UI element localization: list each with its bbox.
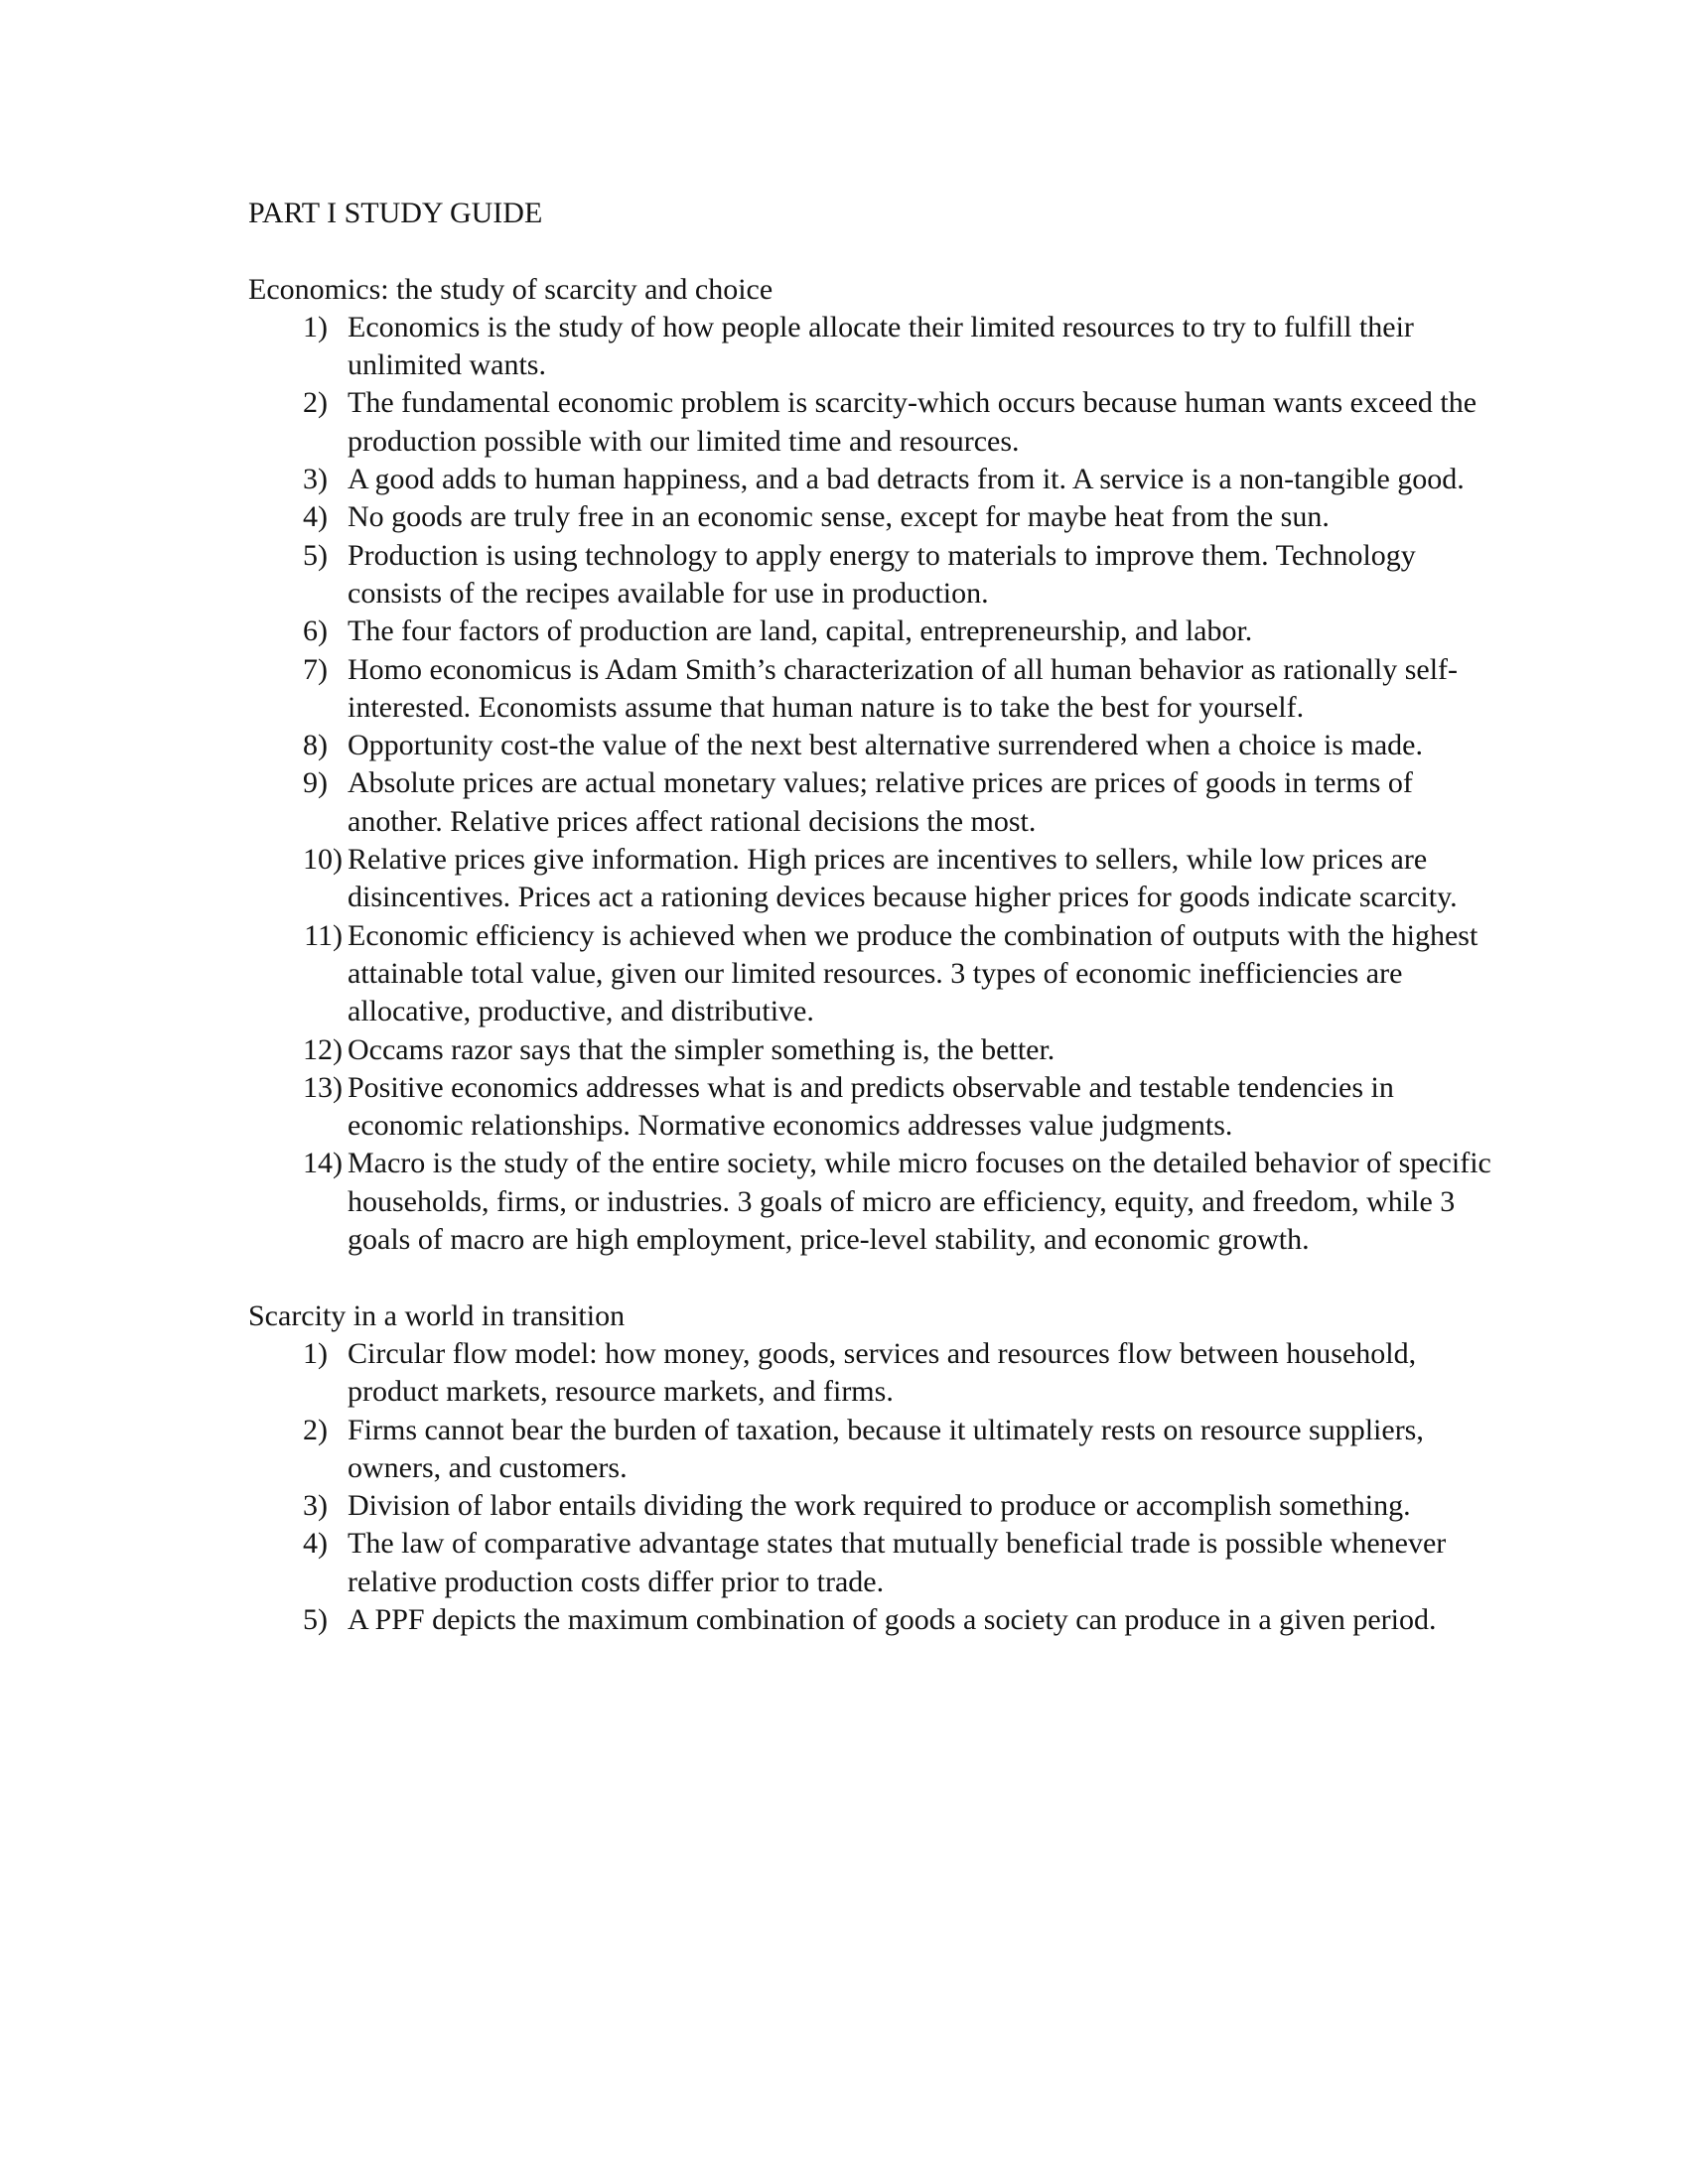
list-item	[248, 727, 1499, 764]
item-number: 5)	[303, 1602, 328, 1636]
item-number: 6)	[303, 614, 328, 648]
list-item	[248, 1412, 1499, 1488]
item-text: Homo economicus is Adam Smith’s characterization of all human behavior as rationally self-interested. Economists assume that human nature is to take the best for yourself.	[348, 652, 1459, 724]
list-item	[248, 1487, 1499, 1525]
item-text: Opportunity cost-the value of the next best alternative surrendered when a choice is made.	[348, 729, 1423, 762]
item-number: 3)	[303, 1489, 328, 1523]
section-economics	[248, 271, 1499, 1260]
list-item	[248, 537, 1499, 614]
item-number: 5)	[303, 538, 328, 572]
list-item	[248, 384, 1499, 461]
list-item	[248, 498, 1499, 536]
list-item	[248, 764, 1499, 841]
item-text: Occams razor says that the simpler something is, the better.	[348, 1032, 1055, 1066]
item-text: Circular flow model: how money, goods, services and resources flow between household, product markets, resource markets, and firms.	[348, 1336, 1417, 1409]
item-number: 12)	[303, 1032, 343, 1066]
item-number: 4)	[303, 1527, 328, 1561]
item-number: 4)	[303, 500, 328, 534]
section-heading: Economics: the study of scarcity and choice	[248, 272, 774, 306]
numbered-list	[248, 309, 1499, 1259]
item-number: 13)	[303, 1070, 343, 1104]
item-text: Firms cannot bear the burden of taxation, because it ultimately rests on resource suppliers, owners, and customers.	[348, 1413, 1424, 1484]
item-text: Macro is the study of the entire society, while micro focuses on the detailed behavior of specific households, firms, or industries. 3 goals of micro are efficiency, equity, and freedom, while 3 goals of macro are high employment, price-level stability, and economic growth.	[348, 1147, 1491, 1257]
item-text: Relative prices give information. High prices are incentives to sellers, while low prices are disincentives. Prices act a rationing devices because higher prices for goods indicate scarcity.	[348, 843, 1458, 914]
section-scarcity	[248, 1297, 1499, 1640]
numbered-list	[248, 1335, 1499, 1639]
section-heading: Scarcity in a world in transition	[248, 1298, 626, 1332]
list-item	[248, 613, 1499, 650]
list-item	[248, 917, 1499, 1031]
item-number: 8)	[303, 729, 328, 762]
document-page	[248, 195, 1499, 1639]
item-text: Economic efficiency is achieved when we produce the combination of outputs with the highest attainable total value, given our limited resources. 3 types of economic inefficiencies are allocative, productive, and distributive.	[348, 918, 1478, 1028]
item-text: Absolute prices are actual monetary values; relative prices are prices of goods in terms of another. Relative prices affect rational decisions the most.	[348, 766, 1413, 838]
item-text: Positive economics addresses what is and predicts observable and testable tendencies in economic relationships. Normative economics addresses value judgments.	[348, 1070, 1394, 1143]
list-item	[248, 461, 1499, 498]
item-number: 14)	[303, 1147, 343, 1180]
list-item	[248, 651, 1499, 728]
item-number: 2)	[303, 1413, 328, 1446]
item-text: The fundamental economic problem is scarcity-which occurs because human wants exceed the production possible with our limited time and resources.	[348, 386, 1477, 458]
item-text: No goods are truly free in an economic sense, except for maybe heat from the sun.	[348, 500, 1330, 534]
item-number: 9)	[303, 766, 328, 800]
item-text: The law of comparative advantage states that mutually beneficial trade is possible whenever relative production costs differ prior to trade.	[348, 1527, 1447, 1598]
item-number: 10)	[303, 843, 343, 877]
item-number: 1)	[303, 1336, 328, 1370]
item-text: Division of labor entails dividing the work required to produce or accomplish something.	[348, 1489, 1411, 1523]
item-number: 7)	[303, 652, 328, 686]
list-item	[248, 309, 1499, 385]
item-number: 11)	[304, 918, 343, 952]
item-text: The four factors of production are land, capital, entrepreneurship, and labor.	[348, 614, 1253, 648]
item-number: 3)	[303, 463, 328, 496]
list-item	[248, 1601, 1499, 1639]
list-item	[248, 1525, 1499, 1601]
list-item	[248, 841, 1499, 917]
list-item	[248, 1145, 1499, 1259]
list-item	[248, 1069, 1499, 1146]
item-text: A PPF depicts the maximum combination of goods a society can produce in a given period.	[348, 1602, 1437, 1636]
item-text: Production is using technology to apply energy to materials to improve them. Technology consists of the recipes available for use in production.	[348, 538, 1416, 610]
item-text: A good adds to human happiness, and a bad detracts from it. A service is a non-tangible good.	[348, 463, 1465, 496]
list-item	[248, 1031, 1499, 1069]
document-title: PART I STUDY GUIDE	[248, 197, 543, 229]
item-number: 2)	[303, 386, 328, 420]
list-item	[248, 1335, 1499, 1412]
item-number: 1)	[303, 310, 328, 343]
item-text: Economics is the study of how people allocate their limited resources to try to fulfill their unlimited wants.	[348, 310, 1414, 382]
